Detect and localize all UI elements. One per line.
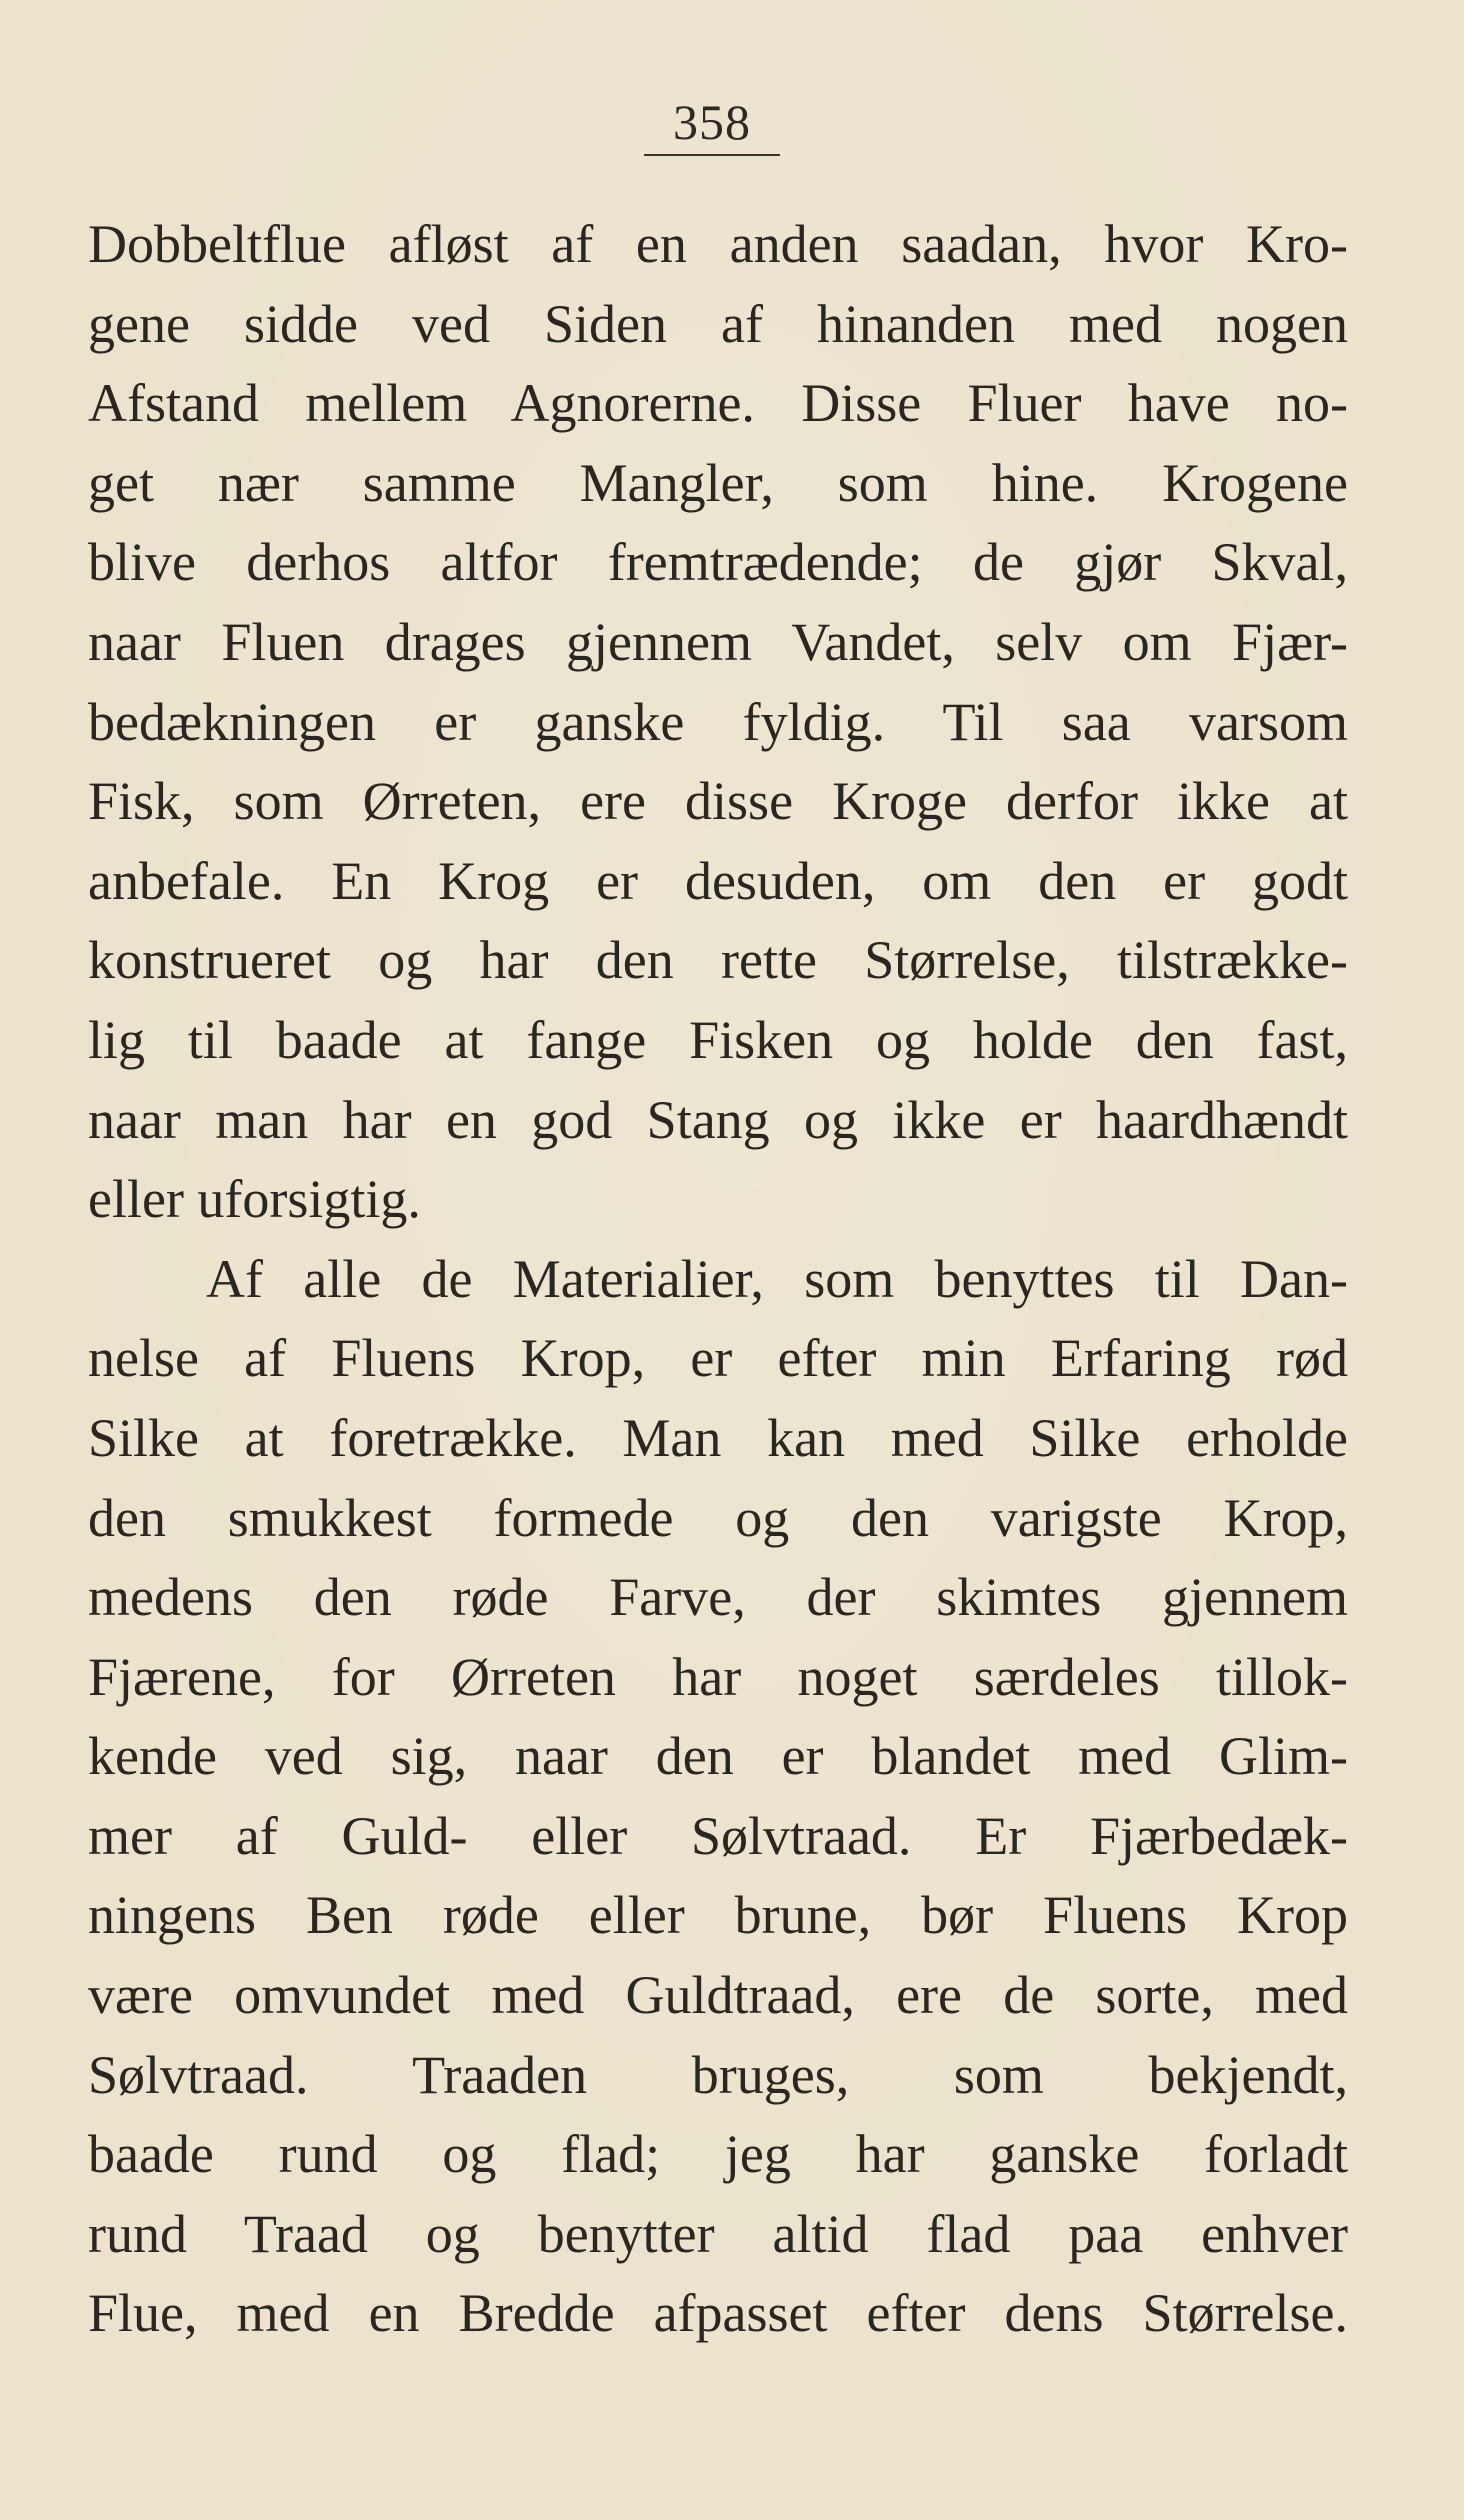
text-line: naar Fluen drages gjennem Vandet, selv om Fjær-	[88, 611, 1348, 672]
text-line: mer af Guld- eller Sølvtraad. Er Fjærbedæk-	[88, 1805, 1348, 1866]
text-line: Silke at foretrække. Man kan med Silke erholde	[88, 1407, 1348, 1468]
text-line: eller uforsigtig.	[88, 1169, 421, 1230]
paragraph-2	[88, 1240, 1348, 2354]
text-line: blive derhos altfor fremtrædende; de gjør Skval,	[88, 532, 1348, 593]
page-number-rule	[644, 154, 780, 156]
text-line: bedækningen er ganske fyldig. Til saa varsom	[88, 691, 1348, 752]
paragraph-1	[88, 205, 1348, 1240]
text-line: rund Traad og benytter altid flad paa enhver	[88, 2203, 1348, 2264]
text-line: Fisk, som Ørreten, ere disse Kroge derfor ikke at	[88, 771, 1348, 832]
text-line: Sølvtraad. Traaden bruges, som bekjendt,	[88, 2044, 1348, 2105]
text-line: naar man har en god Stang og ikke er haardhændt	[88, 1089, 1348, 1150]
text-line: lig til baade at fange Fisken og holde den fast,	[88, 1009, 1348, 1070]
text-line: gene sidde ved Siden af hinanden med nogen	[88, 293, 1348, 354]
text-line: være omvundet med Guldtraad, ere de sorte, med	[88, 1965, 1348, 2026]
text-line: Flue, med en Bredde afpasset efter dens Størrelse.	[88, 2283, 1348, 2344]
text-line: kende ved sig, naar den er blandet med Glim-	[88, 1726, 1348, 1787]
text-line: Afstand mellem Agnorerne. Disse Fluer have no-	[88, 373, 1348, 434]
text-line: medens den røde Farve, der skimtes gjennem	[88, 1567, 1348, 1628]
text-line: den smukkest formede og den varigste Krop,	[88, 1487, 1348, 1548]
text-line: konstrueret og har den rette Størrelse, tilstrække-	[88, 930, 1348, 991]
text-line: anbefale. En Krog er desuden, om den er godt	[88, 850, 1348, 911]
text-line: Fjærene, for Ørreten har noget særdeles tillok-	[88, 1646, 1348, 1707]
text-line: nelse af Fluens Krop, er efter min Erfaring rød	[88, 1328, 1348, 1389]
text-line: get nær samme Mangler, som hine. Krogene	[88, 452, 1348, 513]
text-line: Af alle de Materialier, som benyttes til Dan-	[206, 1248, 1348, 1309]
body-text	[88, 205, 1348, 2354]
text-line: ningens Ben røde eller brune, bør Fluens Krop	[88, 1885, 1348, 1946]
page-number: 358	[673, 94, 751, 150]
text-line: baade rund og flad; jeg har ganske forladt	[88, 2124, 1348, 2185]
text-line: Dobbeltflue afløst af en anden saadan, hvor Kro-	[88, 214, 1348, 274]
